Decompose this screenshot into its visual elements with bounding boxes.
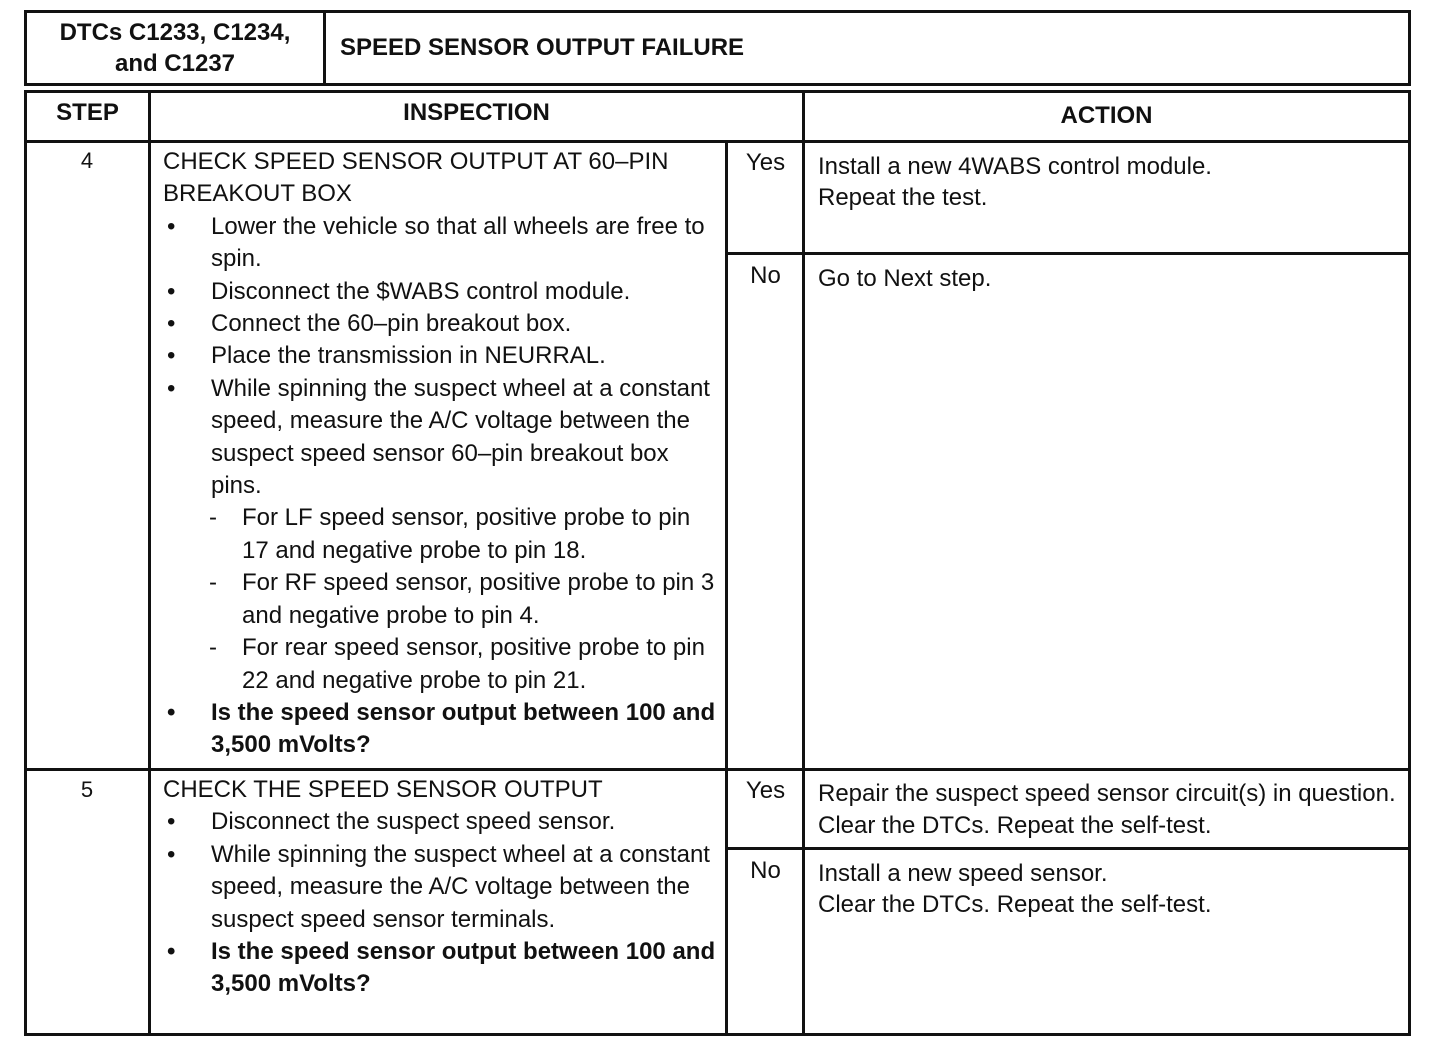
inspection-title: CHECK SPEED SENSOR OUTPUT AT 60–PIN BREAKOUT BOX [163,148,669,208]
inspection-question: • Is the speed sensor output between 100 and 3,500 mVolts? [163,936,719,1001]
bullet-icon: • [167,310,176,338]
dash-icon: - [209,569,217,597]
no-action: Go to Next step. [818,265,992,292]
list-item: • While spinning the suspect wheel at a constant speed, measure the A/C voltage between the suspect speed sensor terminals. [163,839,719,936]
bullet-icon: • [167,698,176,726]
header-action: ACTION [1060,102,1153,129]
yes-label: Yes [745,777,786,804]
list-item: • While spinning the suspect wheel at a constant speed, measure the A/C voltage between the suspect speed sensor 60–pin breakout box pins. [163,373,719,503]
step-5-inspection [163,774,719,1001]
sub-list-item: - For rear speed sensor, positive probe to pin 22 and negative probe to pin 21. [163,632,719,697]
step-number: 4 [80,148,94,173]
sub-list-item: - For LF speed sensor, positive probe to pin 17 and negative probe to pin 18. [163,502,719,567]
list-item: • Lower the vehicle so that all wheels are free to spin. [163,211,719,276]
divider-step [148,93,151,1033]
title-block [24,10,1411,86]
bullet-icon: • [167,277,176,305]
dash-icon: - [209,504,217,532]
list-item: • Connect the 60–pin breakout box. [163,308,719,340]
header-inspection: INSPECTION [403,99,550,126]
list-item: • Disconnect the $WABS control module. [163,276,719,308]
diagnostic-table [24,90,1411,1036]
divider-step4-yesno [725,252,1408,255]
no-action: Install a new speed sensor. Clear the DTCs. Repeat the self-test. [818,860,1212,918]
divider-header [27,140,1408,143]
bullet-icon: • [167,212,176,240]
list-item: • Place the transmission in NEURRAL. [163,340,719,372]
inspection-question: • Is the speed sensor output between 100 and 3,500 mVolts? [163,697,719,762]
list-item: • Disconnect the suspect speed sensor. [163,806,719,838]
divider-action [802,93,805,1033]
sub-list-item: - For RF speed sensor, positive probe to pin 3 and negative probe to pin 4. [163,567,719,632]
inspection-title: CHECK THE SPEED SENSOR OUTPUT [163,776,603,803]
bullet-icon: • [167,840,176,868]
dtc-line-1: DTCs C1233, C1234, [59,19,291,46]
yes-action: Install a new 4WABS control module. Repeat the test. [818,153,1212,211]
dtc-codes [27,13,326,83]
bullet-icon: • [167,938,176,966]
no-label: No [750,262,781,289]
yes-action: Repair the suspect speed sensor circuit(s) in question. Clear the DTCs. Repeat the self-test. [818,780,1396,839]
step-number: 5 [80,777,94,802]
divider-step5-yesno [725,847,1408,850]
procedure-title: SPEED SENSOR OUTPUT FAILURE [340,34,745,61]
divider-step4-step5 [27,768,1408,771]
yes-label: Yes [745,149,786,176]
step-4-inspection [163,146,719,762]
header-step: STEP [56,99,119,126]
no-label: No [750,857,781,884]
bullet-icon: • [167,808,176,836]
bullet-icon: • [167,342,176,370]
dash-icon: - [209,634,217,662]
dtc-line-2: and C1237 [114,50,236,77]
bullet-icon: • [167,374,176,402]
